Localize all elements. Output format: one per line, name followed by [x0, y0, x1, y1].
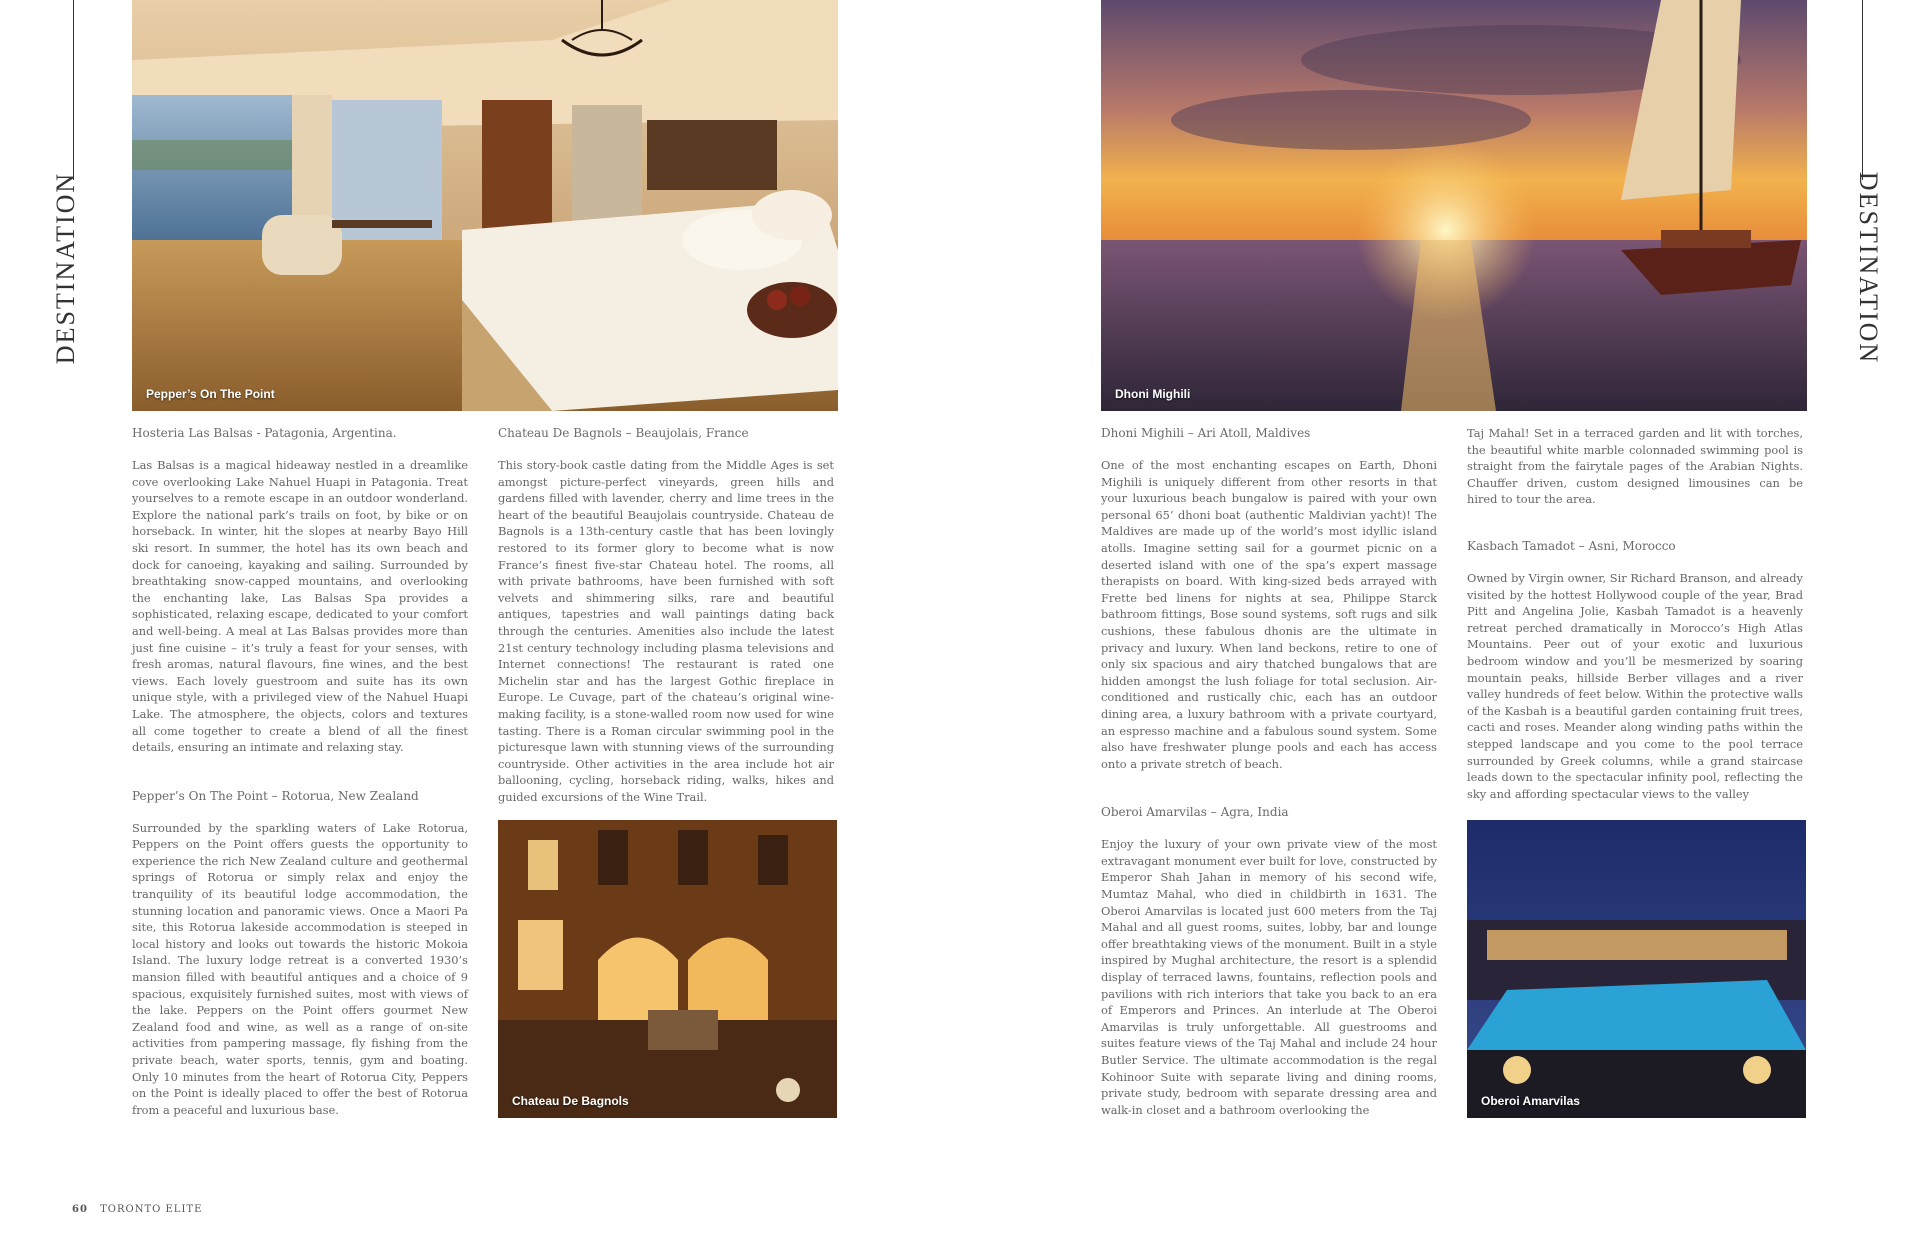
- sunset-illustration: [1101, 0, 1807, 411]
- heading-chateau: Chateau De Bagnols – Beaujolais, France: [498, 426, 749, 440]
- body-chateau: This story-book castle dating from the Middle Ages is set amongst picture-perfect vineyards, green hills and gardens filled with lavender, cherry and lime trees in the heart of the beautiful Beaujolais countryside. Chateau de Bagnols is a 13th-century castle that has been lovingly restored to its former glory to become what is now France’s finest five-star Chateau hotel. The rooms, all with private bathrooms, have been furnished with soft velvets and shimmering silks, rare and beautiful antiques, tapestries and wall paintings dating back through the centuries. Amenities also include the latest 21st century technology including plasma televisions and Internet connections! The restaurant is rated one Michelin star and has the largest Gothic fireplace in Europe. Le Cuvage, part of the chateau’s original wine-making facility, is a stone-walled room now used for wine tasting. There is a Roman circular swimming pool in the picturesque lawn with stunning views of the surrounding countryside. Other activities in the area include hot air ballooning, cycling, horseback riding, walks, hikes and guided excursions of the Wine Trail.: [498, 458, 834, 804]
- heading-dhoni: Dhoni Mighili – Ari Atoll, Maldives: [1101, 426, 1311, 440]
- body-peppers: Surrounded by the sparkling waters of Lake Rotorua, Peppers on the Point offers guests the opportunity to experience the rich New Zealand culture and geothermal springs of Rotorua or simply relax and enjoy the tranquility of its beautiful lodge accommodation, the stunning location and panoramic views. Once a Maori Pa site, this Rotorua lakeside accommodation is steeped in local history and looks out towards the historic Mokoia Island. The luxury lodge retreat is a converted 1930’s mansion filled with beautiful antiques and a choice of 9 spacious, exquisitely furnished suites, most with views of the lake. Peppers on the Point offers gourmet New Zealand food and wine, as well as a range of on-site activities from pampering massage, fly fishing from the private beach, water sports, tennis, gym and boating. Only 10 minutes from the heart of Rotorua City, Peppers on the Point is ideally placed to offer the best of Rotorua from a peaceful and luxurious base.: [132, 820, 468, 1117]
- heading-peppers: Pepper’s On The Point – Rotorua, New Zealand: [132, 788, 419, 803]
- side-label-right: DESTINATION: [1854, 171, 1883, 365]
- photo-caption-chateau: Chateau De Bagnols: [512, 1094, 629, 1108]
- body-dhoni: One of the most enchanting escapes on Earth, Dhoni Mighili is uniquely different from other resorts in that your luxurious beach bungalow is paired with your own personal 65’ dhoni boat (authentic Maldivian yacht)! The Maldives are made up of the world’s most idyllic island atolls. Imagine setting sail for a gourmet picnic on a deserted island with one of the spa’s expert massage therapists on board. With king-sized beds arrayed with Frette bed linens for nights at sea, Philippe Starck bathroom fittings, Bose sound systems, soft rugs and silk cushions, these fabulous dhonis are the ultimate in privacy and luxury. When land beckons, retire to one of only six spacious and airy thatched bungalows that are hidden amongst the lush foliage for total seclusion. Air-conditioned and rustically chic, each has an outdoor dining area, a luxury bathroom with a private courtyard, an espresso machine and a fabulous sound system. Some also have freshwater plunge pools and each has access onto a private stretch of beach.: [1101, 458, 1437, 771]
- column-3: [1101, 425, 1437, 1118]
- column-4: [1467, 425, 1803, 802]
- body-oberoi: Enjoy the luxury of your own private view of the most extravagant monument ever built for love, constructed by Emperor Shah Jahan in memory of his second wife, Mumtaz Mahal, who died in childbirth in 1631. The Oberoi Amarvilas is located just 600 meters from the Taj Mahal and all guest rooms, suites, lobby, bar and lounge offer breathtaking views of the monument. Built in a style inspired by Mughal architecture, the resort is a splendid display of terraced lawns, fountains, reflection pools and pavilions with rich interiors that take you back to an era of Emperors and Princes. An interlude at The Oberoi Amarvilas is truly unforgettable. All guestrooms and suites feature views of the Taj Mahal and include 24 hour Butler Service. The ultimate accommodation is the regal Kohinoor Suite with separate living and dining rooms, private study, bedroom with separate dressing area and walk-in closet and a bathroom overlooking the: [1101, 837, 1437, 1117]
- side-label-left: DESTINATION: [51, 171, 80, 365]
- photo-peppers-bedroom: [132, 0, 838, 411]
- heading-las-balsas: Hosteria Las Balsas - Patagonia, Argentina.: [132, 426, 397, 440]
- magazine-name: TORONTO ELITE: [100, 1204, 203, 1215]
- photo-caption-peppers: Pepper’s On The Point: [146, 387, 275, 401]
- photo-caption-dhoni: Dhoni Mighili: [1115, 387, 1191, 401]
- body-las-balsas: Las Balsas is a magical hideaway nestled in a dreamlike cove overlooking Lake Nahuel Huapi in Patagonia. Treat yourselves to a remote escape in an outdoor wonderland. Explore the national park’s trails on foot, by bike or on horseback. In winter, hit the slopes at nearby Bayo Hill ski resort. In summer, the hotel has its own beach and dock for canoeing, kayaking and sailing. Surrounded by breathtaking snow-capped mountains, and overlooking the enchanting lake, Las Balsas Spa provides a sophisticated, relaxing escape, dedicated to your comfort and well-being. A meal at Las Balsas provides more than just fine cuisine – it’s truly a feast for your senses, with fresh aromas, natural flavours, fine wines, and the best views. Each lovely guestroom and suite has its own unique style, with a privileged view of the Nahuel Huapi Lake. The atmosphere, the objects, colors and textures all come together to create a blend of all the finest details, ensuring an intimate and relaxing stay.: [132, 458, 468, 755]
- body-oberoi-continued: Taj Mahal! Set in a terraced garden and lit with torches, the beautiful white marble colonnaded swimming pool is straight from the fairytale pages of the Arabian Nights. Chauffer driven, custom designed limousines can be hired to tour the area.: [1467, 426, 1803, 507]
- column-2: [498, 425, 834, 805]
- page-footer: [72, 1204, 202, 1215]
- right-vertical-rule: [1862, 0, 1863, 180]
- photo-chateau-courtyard: [498, 820, 837, 1118]
- heading-kasbah: Kasbach Tamadot – Asni, Morocco: [1467, 538, 1676, 553]
- chateau-illustration: [498, 820, 837, 1118]
- body-kasbah: Owned by Virgin owner, Sir Richard Branson, and already visited by the hottest Hollywood couple of the year, Brad Pitt and Angelina Jolie, Kasbah Tamadot is a heavenly retreat perched dramatically in Morocco’s High Atlas Mountains. Peer out of your exotic and luxurious bedroom window and you’ll be mesmerized by soaring mountain peaks, hillside Berber villages and a river valley hundreds of feet below. Within the protective walls of the Kasbah is a beautiful garden containing fruit trees, cacti and roses. Meander along winding paths within the stepped landscape and you come to the pool terrace surrounded by Greek columns, while a grand staircase leads down to the spectacular infinity pool, reflecting the sky and affording spectacular views to the valley: [1467, 570, 1803, 801]
- left-vertical-rule: [73, 0, 74, 180]
- oberoi-illustration: [1467, 820, 1806, 1118]
- page-number: 60: [72, 1204, 88, 1215]
- bedroom-illustration: [132, 0, 838, 411]
- photo-caption-oberoi: Oberoi Amarvilas: [1481, 1094, 1580, 1108]
- photo-oberoi-pool: [1467, 820, 1806, 1118]
- photo-dhoni-sunset: [1101, 0, 1807, 411]
- heading-oberoi: Oberoi Amarvilas – Agra, India: [1101, 805, 1289, 820]
- column-1: [132, 425, 468, 1118]
